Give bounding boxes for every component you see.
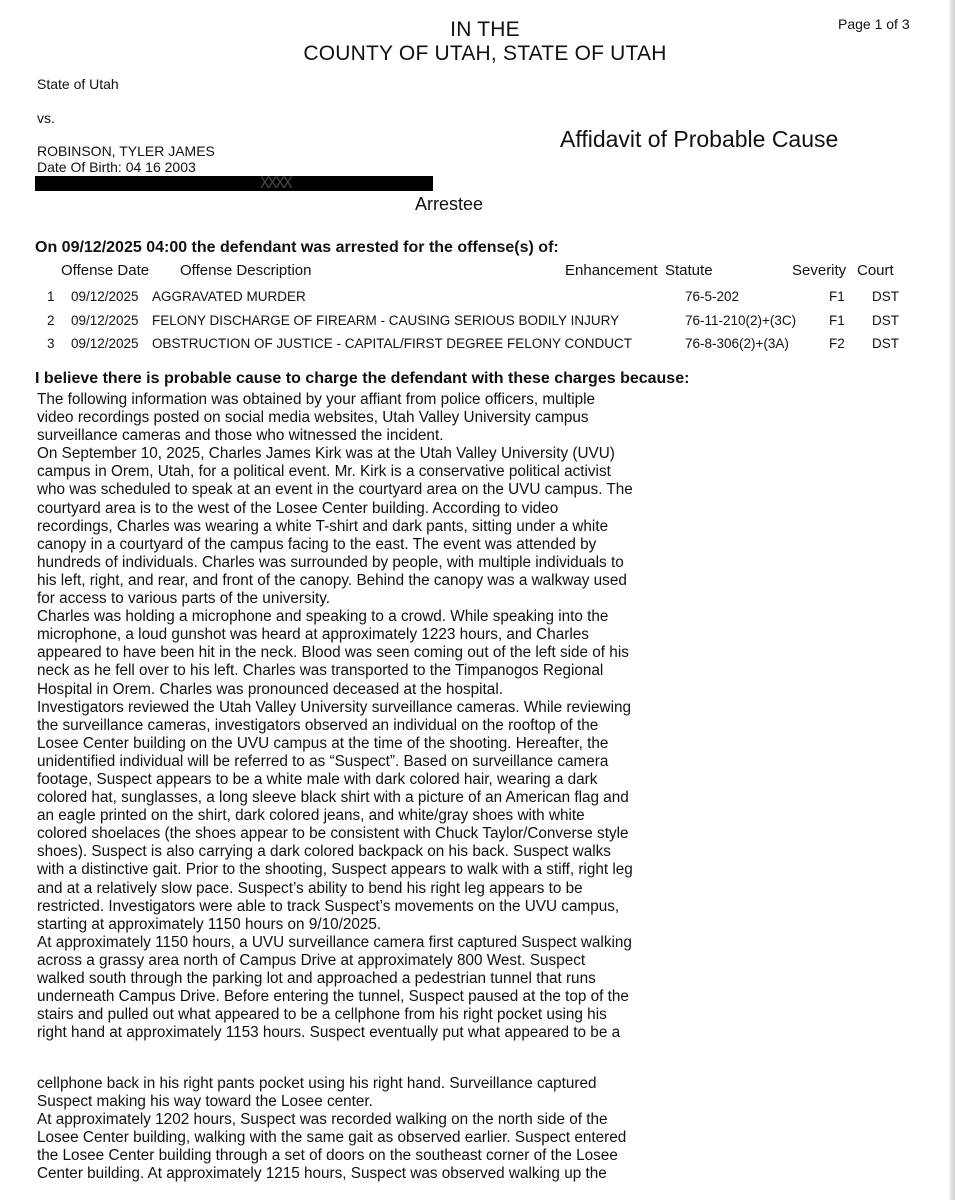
body-line: Investigators reviewed the Utah Valley University surveillance cameras. While reviewing [37, 698, 631, 716]
body-line: stairs and pulled out what appeared to be a cellphone from his right pocket using his [37, 1006, 607, 1024]
plaintiff: State of Utah [37, 76, 119, 92]
probable-cause-heading: I believe there is probable cause to charge the defendant with these charges because: [35, 370, 690, 387]
body-line: walked south through the parking lot and approached a pedestrian tunnel that runs [37, 970, 596, 987]
body-line: colored hat, sunglasses, a long sleeve black shirt with a picture of an American flag and [37, 789, 629, 807]
body-line: restricted. Investigators were able to track Suspect’s movements on the UVU campus, [37, 897, 620, 915]
redaction-marks: XXXX [260, 173, 291, 192]
row-description: OBSTRUCTION OF JUSTICE - CAPITAL/FIRST DEGREE FELONY CONDUCT [152, 336, 633, 351]
body-line: with a distinctive gait. Prior to the shooting, Suspect appears to walk with a stiff, right leg [37, 861, 633, 879]
arrest-statement: On 09/12/2025 04:00 the defendant was arrested for the offense(s) of: [35, 239, 559, 256]
row-description: FELONY DISCHARGE OF FIREARM - CAUSING SERIOUS BODILY INJURY [152, 313, 620, 328]
body-line: who was scheduled to speak at an event in the courtyard area on the UVU campus. The [37, 481, 633, 499]
arrestee-label: Arrestee [415, 194, 484, 214]
body-line: the surveillance cameras, investigators observed an individual on the rooftop of the [37, 716, 599, 734]
body-line: Hospital in Orem. Charles was pronounced deceased at the hospital. [37, 680, 503, 698]
body-line: neck as he fell over to his left. Charles was transported to the Timpanogos Regional [37, 662, 604, 680]
body-line: video recordings posted on social media websites, Utah Valley University campus [37, 409, 589, 427]
court-header-line-2: COUNTY OF UTAH, STATE OF UTAH [303, 42, 667, 65]
row-date: 09/12/2025 [71, 336, 139, 351]
row-severity: F1 [829, 313, 845, 328]
col-statute: Statute [665, 262, 713, 279]
body-line: canopy in a courtyard of the campus facing to the east. The event was attended by [37, 535, 597, 553]
versus: vs. [37, 110, 55, 126]
row-statute: 76-5-202 [685, 289, 740, 304]
body-line: surveillance cameras and those who witnessed the incident. [37, 427, 444, 445]
col-severity: Severity [792, 262, 847, 279]
body-line: On September 10, 2025, Charles James Kirk was at the Utah Valley University (UVU) [37, 445, 615, 463]
body-line: Suspect making his way toward the Losee center. [37, 1093, 373, 1111]
body-line: his left, right, and rear, and front of the canopy. Behind the canopy was a walkway used [37, 571, 627, 589]
body-line: courtyard area is to the west of the Losee Center building. According to video [37, 499, 559, 517]
redaction-bar [35, 176, 433, 191]
body-line: underneath Campus Drive. Before entering the tunnel, Suspect paused at the top of the [37, 988, 629, 1006]
col-enhancement: Enhancement [565, 262, 658, 279]
row-number: 2 [47, 313, 55, 328]
body-line: footage, Suspect appears to be a white male with dark colored hair, wearing a dark [37, 770, 598, 788]
body-line: At approximately 1150 hours, a UVU surveillance camera first captured Suspect walking [37, 933, 632, 951]
row-court: DST [872, 313, 899, 328]
defendant-name: ROBINSON, TYLER JAMES [37, 143, 215, 159]
row-court: DST [872, 289, 899, 304]
row-description: AGGRAVATED MURDER [152, 289, 306, 304]
body-line: Center building. At approximately 1215 hours, Suspect was observed walking up the [37, 1165, 607, 1183]
body-line: Losee Center building, walking with the same gait as observed earlier. Suspect entered [37, 1129, 627, 1147]
date-of-birth: Date Of Birth: 04 16 2003 [37, 159, 196, 175]
body-line: and at a relatively slow pace. Suspect’s ability to bend his right leg appears to be [37, 879, 583, 897]
row-date: 09/12/2025 [71, 313, 139, 328]
body-line: The following information was obtained by your affiant from police officers, multiple [37, 391, 596, 408]
body-line: unidentified individual will be referred to as “Suspect”. Based on surveillance camera [37, 752, 609, 770]
body-line: right hand at approximately 1153 hours. Suspect eventually put what appeared to be a [37, 1024, 621, 1042]
row-statute: 76-11-210(2)+(3C) [685, 313, 797, 328]
row-court: DST [872, 336, 899, 351]
narrative-continued [37, 1075, 626, 1184]
body-line: recordings, Charles was wearing a white T-shirt and dark pants, sitting under a white [37, 517, 609, 535]
body-line: an eagle printed on the shirt, dark colored jeans, and white/gray shoes with white [37, 807, 585, 825]
court-header-line-1: IN THE [450, 18, 520, 41]
body-line: campus in Orem, Utah, for a political event. Mr. Kirk is a conservative political activist [37, 463, 611, 481]
body-line: appeared to have been hit in the neck. Blood was seen coming out of the left side of his [37, 644, 629, 662]
body-line: Losee Center building on the UVU campus at the time of the shooting. Hereafter, the [37, 734, 609, 752]
body-line: shoes). Suspect is also carrying a dark colored backpack on his back. Suspect walks [37, 843, 611, 861]
row-severity: F1 [829, 289, 845, 304]
body-line: for access to various parts of the university. [37, 590, 331, 608]
row-severity: F2 [829, 336, 845, 351]
body-line: hundreds of individuals. Charles was surrounded by people, with multiple individuals to [37, 553, 624, 571]
col-court: Court [857, 262, 894, 279]
body-line: Charles was holding a microphone and speaking to a crowd. While speaking into the [37, 608, 609, 626]
body-line: across a grassy area north of Campus Drive at approximately 800 West. Suspect [37, 951, 586, 969]
body-line: microphone, a loud gunshot was heard at approximately 1223 hours, and Charles [37, 626, 589, 644]
page-edge-shadow [948, 0, 955, 1200]
col-offense-description: Offense Description [180, 262, 312, 279]
row-number: 3 [47, 336, 55, 351]
document-title: Affidavit of Probable Cause [560, 126, 839, 152]
page-number: Page 1 of 3 [838, 16, 910, 32]
body-line: At approximately 1202 hours, Suspect was recorded walking on the north side of the [37, 1111, 608, 1129]
body-line: the Losee Center building through a set of doors on the southeast corner of the Losee [37, 1147, 618, 1165]
body-line: colored shoelaces (the shoes appear to be consistent with Chuck Taylor/Converse style [37, 825, 629, 843]
row-number: 1 [47, 289, 55, 304]
narrative-body [37, 391, 633, 1042]
row-statute: 76-8-306(2)+(3A) [685, 336, 789, 351]
col-offense-date: Offense Date [61, 262, 150, 279]
body-line: cellphone back in his right pants pocket using his right hand. Surveillance captured [37, 1075, 597, 1092]
body-line: starting at approximately 1150 hours on 9/10/2025. [37, 915, 382, 933]
row-date: 09/12/2025 [71, 289, 139, 304]
